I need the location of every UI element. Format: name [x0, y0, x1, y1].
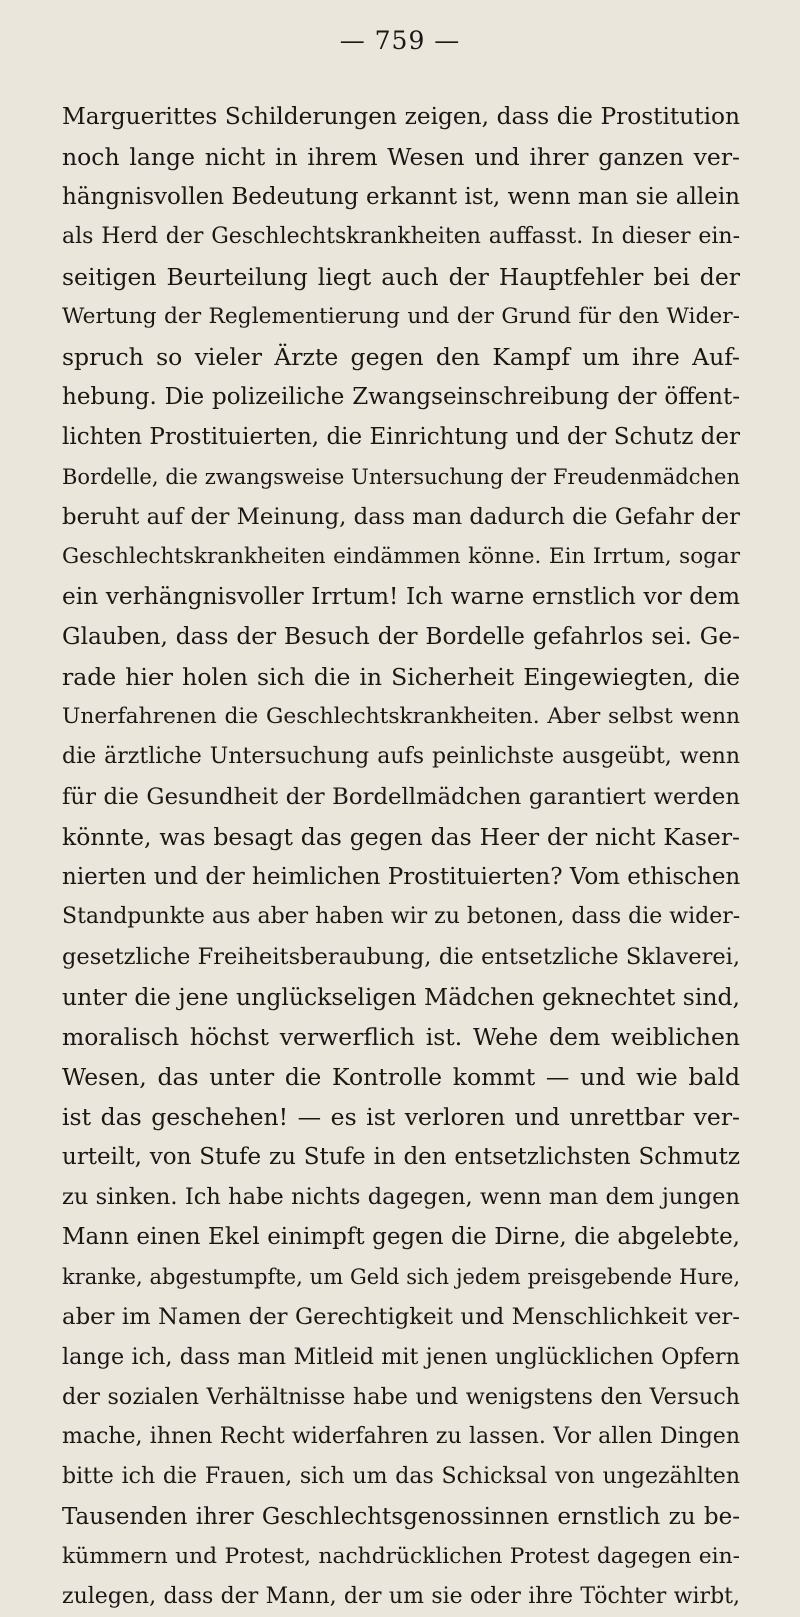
- text-line: hebung. Die polizeiliche Zwangseinschreibung der öffent-: [62, 384, 740, 410]
- text-line: lange ich, dass man Mitleid mit jenen unglücklichen Opfern: [62, 1344, 740, 1370]
- text-line: Standpunkte aus aber haben wir zu betonen, dass die wider-: [62, 904, 741, 929]
- text-line: mache, ihnen Recht widerfahren zu lassen. Vor allen Dingen: [62, 1424, 740, 1449]
- text-line: nierten und der heimlichen Prostituierten? Vom ethischen: [62, 864, 741, 890]
- text-line: zu sinken. Ich habe nichts dagegen, wenn man dem jungen: [62, 1184, 740, 1210]
- text-line: Mann einen Ekel einimpft gegen die Dirne, die abgelebte,: [62, 1224, 740, 1250]
- text-line: Glauben, dass der Besuch der Bordelle gefahrlos sei. Ge-: [62, 623, 740, 650]
- text-line: aber im Namen der Gerechtigkeit und Menschlichkeit ver-: [62, 1304, 740, 1330]
- body-text: [62, 97, 740, 1617]
- text-line: ein verhängnisvoller Irrtum! Ich warne ernstlich vor dem: [62, 583, 740, 610]
- text-line: seitigen Beurteilung liegt auch der Hauptfehler bei der: [62, 263, 740, 291]
- text-line: kümmern und Protest, nachdrücklichen Protest dagegen ein-: [62, 1544, 740, 1569]
- text-line: Bordelle, die zwangsweise Untersuchung der Freudenmädchen: [62, 465, 740, 489]
- text-line: ist das geschehen! — es ist verloren und unrettbar ver-: [62, 1103, 740, 1131]
- text-line: gesetzliche Freiheitsberaubung, die entsetzliche Sklaverei,: [62, 944, 740, 970]
- text-line: für die Gesundheit der Bordellmädchen garantiert werden: [62, 784, 740, 810]
- text-line: Wertung der Reglementierung und der Grund für den Wider-: [62, 304, 740, 329]
- text-line: Tausenden ihrer Geschlechtsgenossinnen ernstlich zu be-: [62, 1504, 740, 1530]
- text-line: zulegen, dass der Mann, der um sie oder ihre Töchter wirbt,: [62, 1584, 740, 1609]
- text-line: Geschlechtskrankheiten eindämmen könne. Ein Irrtum, sogar: [62, 544, 740, 569]
- text-line: Wesen, das unter die Kontrolle kommt — und wie bald: [62, 1063, 740, 1091]
- text-line: könnte, was besagt das gegen das Heer der nicht Kaser-: [62, 823, 740, 851]
- text-line: bitte ich die Frauen, sich um das Schicksal von ungezählten: [62, 1464, 740, 1489]
- text-line: lichten Prostituierten, die Einrichtung und der Schutz der: [62, 424, 740, 450]
- text-line: spruch so vieler Ärzte gegen den Kampf um ihre Auf-: [62, 343, 740, 371]
- text-line: die ärztliche Untersuchung aufs peinlichste ausgeübt, wenn: [62, 744, 740, 769]
- text-line: als Herd der Geschlechtskrankheiten auffasst. In dieser ein-: [62, 224, 740, 249]
- text-line: rade hier holen sich die in Sicherheit Eingewiegten, die: [62, 663, 740, 691]
- text-line: der sozialen Verhältnisse habe und wenigstens den Versuch: [62, 1384, 740, 1410]
- page-number: — 759 —: [339, 26, 461, 55]
- text-line: unter die jene unglückseligen Mädchen geknechtet sind,: [62, 983, 740, 1011]
- text-line: Marguerittes Schilderungen zeigen, dass die Prostitution: [62, 103, 740, 130]
- text-line: Unerfahrenen die Geschlechtskrankheiten. Aber selbst wenn: [62, 704, 740, 729]
- text-line: urteilt, von Stufe zu Stufe in den entsetzlichsten Schmutz: [62, 1144, 740, 1170]
- text-line: noch lange nicht in ihrem Wesen und ihrer ganzen ver-: [62, 143, 740, 171]
- text-line: kranke, abgestumpfte, um Geld sich jedem preisgebende Hure,: [62, 1265, 740, 1289]
- text-line: moralisch höchst verwerflich ist. Wehe dem weiblichen: [62, 1023, 740, 1051]
- text-line: beruht auf der Meinung, dass man dadurch die Gefahr der: [62, 504, 740, 530]
- text-line: hängnisvollen Bedeutung erkannt ist, wenn man sie allein: [62, 184, 740, 210]
